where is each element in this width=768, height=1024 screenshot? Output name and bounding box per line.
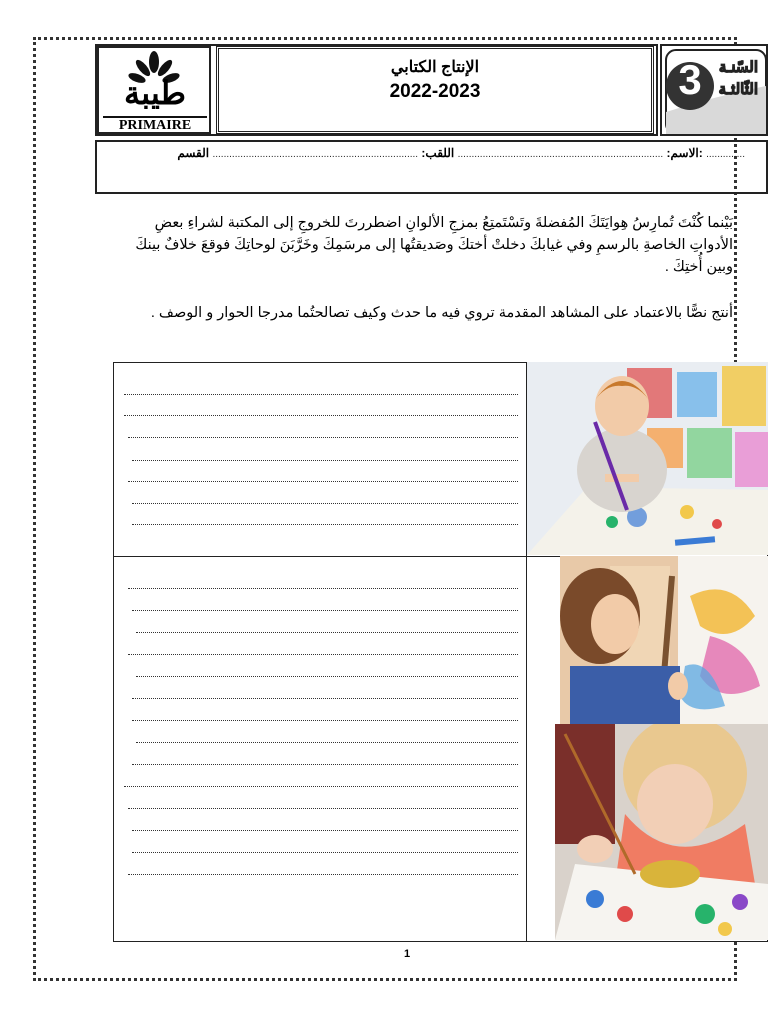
writing-line[interactable]: [124, 786, 518, 787]
writing-line[interactable]: [128, 481, 518, 482]
writing-line[interactable]: [132, 764, 518, 765]
student-info-line: [105, 146, 745, 160]
school-logo: [97, 46, 211, 134]
name-label: :الاسم:: [666, 146, 703, 160]
writing-line[interactable]: [124, 394, 518, 395]
page-title: الإنتاج الكتابي: [390, 59, 480, 76]
surname-field[interactable]: ..........................................................................: [212, 149, 419, 160]
class-label: القسم: [177, 146, 210, 160]
school-year: 2022-2023: [389, 81, 481, 102]
name-leader: ..............: [706, 149, 745, 160]
writing-line[interactable]: [136, 742, 518, 743]
writing-line[interactable]: [132, 720, 518, 721]
writing-line[interactable]: [128, 437, 518, 438]
writing-line[interactable]: [124, 415, 518, 416]
writing-line[interactable]: [136, 632, 518, 633]
photo-painted-hand: [555, 724, 768, 940]
title-block: [216, 46, 654, 134]
surname-label: اللقب:: [421, 146, 455, 160]
logo-text: طيبة: [124, 74, 186, 112]
scenario-paragraph: بَيْنما كُنْتَ تُمارِسُ هِوايَتَكَ المُفضلةَ وتَسْتَمتِعُ بمزجِ الألوانِ اضطررتَ للخروجِ إلى المكتبة لشراءِ بعضِ الأدواتِ الخاصةِ بالرسمِ وفي غيابكَ دخلتْ أختكَ وصَديقتُها إلى مرسَمِكَ وخَرَّبَنَ لوحاتِكَ فوقعَ خلافٌ بينكَ وبين أُختِكَ .: [135, 215, 733, 275]
writing-line[interactable]: [128, 808, 518, 809]
writing-line[interactable]: [132, 460, 518, 461]
writing-line[interactable]: [132, 524, 518, 525]
grade-number: 3: [678, 56, 702, 103]
writing-line[interactable]: [128, 654, 518, 655]
photo-girl-easel: [560, 556, 768, 724]
logo-subtitle: PRIMAIRE: [103, 116, 207, 134]
writing-line[interactable]: [128, 874, 518, 875]
grade-badge: [660, 44, 768, 136]
writing-line[interactable]: [132, 610, 518, 611]
writing-line[interactable]: [132, 830, 518, 831]
grade-label-bottom: الثّالثـة: [718, 81, 758, 98]
photo-boy-painting: [527, 362, 768, 555]
writing-line[interactable]: [132, 503, 518, 504]
writing-line[interactable]: [132, 698, 518, 699]
writing-line[interactable]: [132, 852, 518, 853]
grade-label-top: السّنـة: [718, 59, 758, 76]
writing-line[interactable]: [128, 588, 518, 589]
task-paragraph: أنتج نصًّا بالاعتماد على المشاهد المقدمة تروي فيه ما حدث وكيف تصالحتُما مدرجا الحوار و الوصف .: [150, 305, 733, 321]
student-info-row: [95, 140, 768, 194]
name-field[interactable]: ..........................................................................: [457, 149, 664, 160]
writing-line[interactable]: [136, 676, 518, 677]
page-number: 1: [404, 948, 411, 960]
